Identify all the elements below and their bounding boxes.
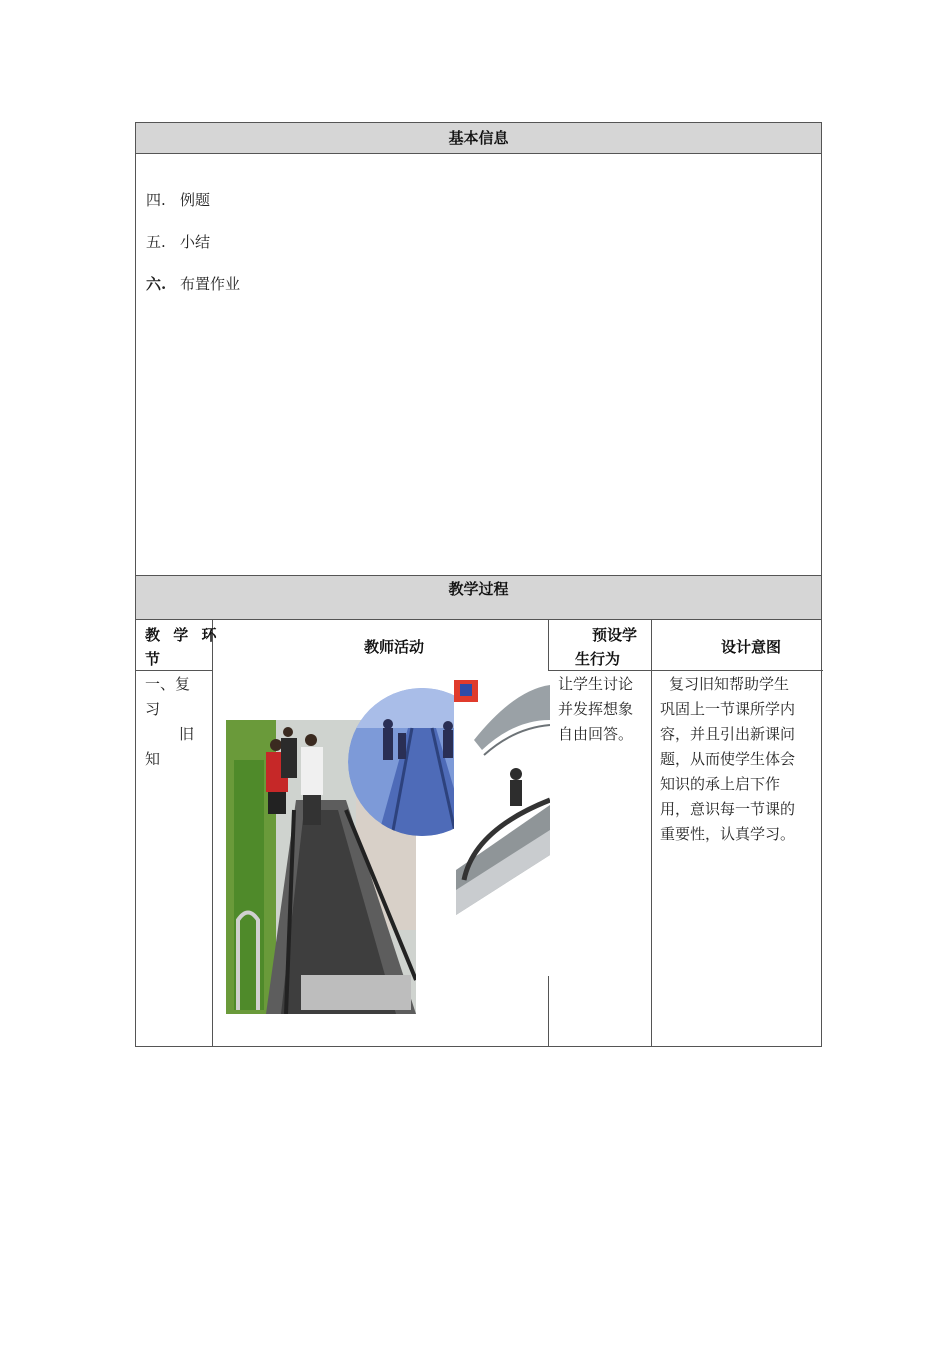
- stage-text-4: 知: [145, 750, 161, 768]
- intent-text-7: 重要性，认真学习。: [660, 825, 796, 843]
- escalator-photo: [454, 680, 550, 940]
- info-item-summary: 五. 小结: [146, 233, 211, 251]
- info-item-example: 四. 例题: [146, 191, 211, 209]
- info-item-homework: 六. 布置作业: [146, 275, 241, 293]
- teaching-process-table: [135, 620, 822, 1047]
- col-header-student-line2: 生行为: [575, 650, 621, 668]
- basic-info-body: [135, 154, 822, 576]
- intent-text-1: 复习旧知帮助学生: [669, 675, 790, 693]
- intent-text-3: 容，并且引出新课问: [660, 725, 796, 743]
- col-header-design-intent: 设计意图: [721, 638, 782, 656]
- col-header-teacher-activity: 教师活动: [364, 638, 425, 656]
- student-text-2: 并发挥想象: [558, 700, 634, 718]
- stage-text-1: 一、复: [145, 675, 191, 693]
- stage-text-2: 习: [145, 700, 161, 718]
- intent-text-4: 题，从而使学生体会: [660, 750, 796, 768]
- intent-text-6: 用，意识每一节课的: [660, 800, 796, 818]
- teaching-process-header: 教学过程: [135, 576, 822, 620]
- student-text-1: 让学生讨论: [558, 675, 634, 693]
- lesson-plan-document: [135, 122, 822, 1047]
- intent-text-5: 知识的承上启下作: [660, 775, 781, 793]
- basic-info-header: 基本信息: [135, 122, 822, 154]
- col-header-stage-line1: 教 学 环: [145, 626, 221, 644]
- col-header-stage-line2: 节: [145, 650, 161, 668]
- student-text-3: 自由回答。: [558, 725, 634, 743]
- stage-text-3: 旧: [179, 725, 195, 743]
- intent-text-2: 巩固上一节课所学内: [660, 700, 796, 718]
- col-header-student-line1: 预设学: [592, 626, 638, 644]
